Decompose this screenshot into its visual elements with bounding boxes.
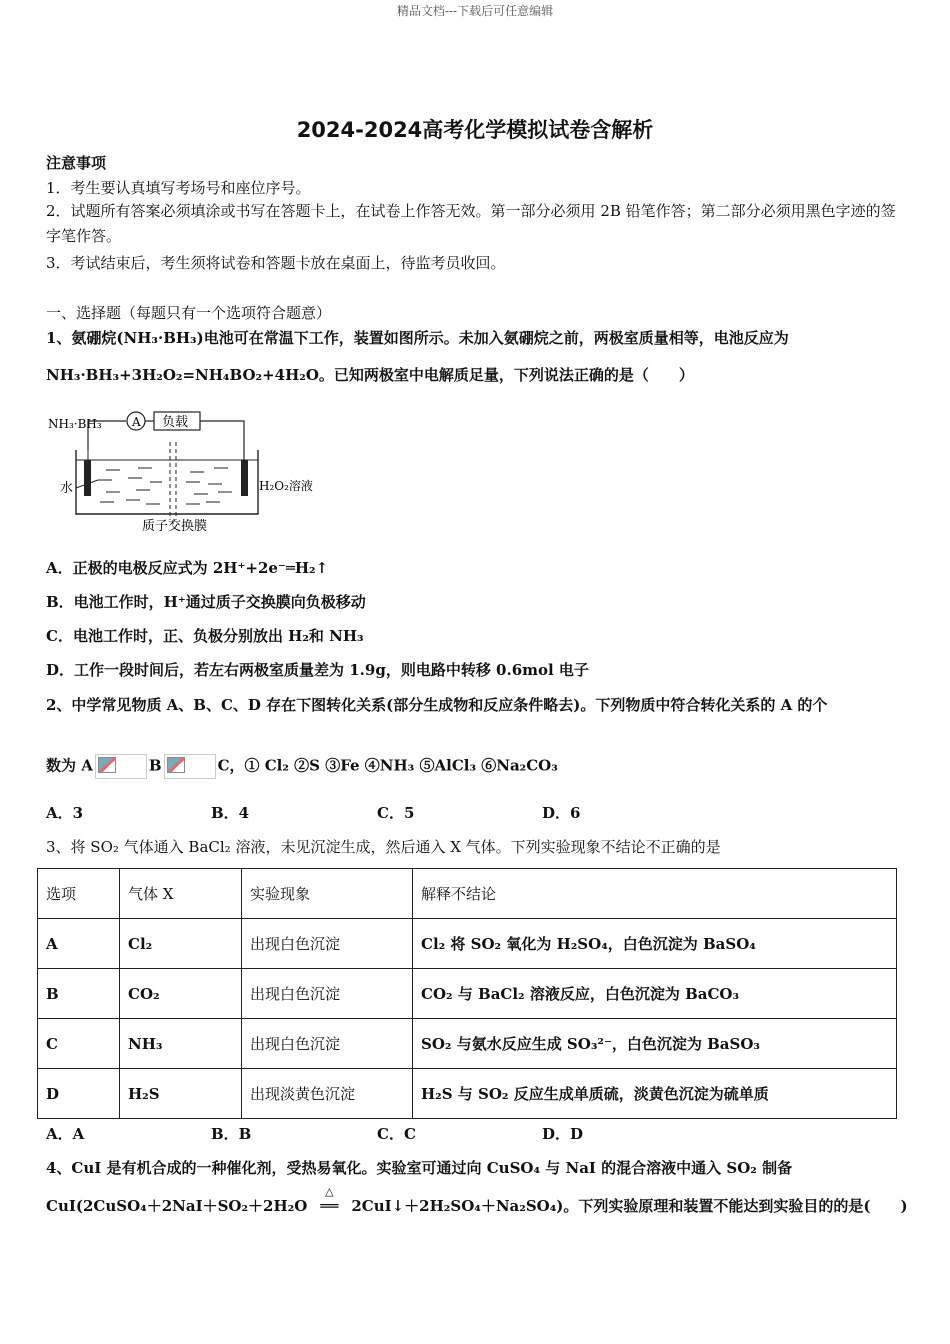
page-header: 精品文档---下载后可任意编辑 (396, 4, 554, 18)
q2-label-a: 数为 A (46, 756, 93, 775)
label-water: 水 (60, 481, 74, 496)
q2-line2 (46, 754, 558, 779)
q4-stem-line2 (46, 1185, 908, 1216)
table-cell: B (38, 969, 120, 1019)
table-cell: D (38, 1069, 120, 1119)
q3-choice-b: B．B (211, 1125, 252, 1143)
q1-stem-line1: 1、氨硼烷(NH₃·BH₃)电池可在常温下工作，装置如图所示。未加入氨硼烷之前，两极室质量相等，电池反应为 (46, 329, 789, 347)
table-cell: 出现淡黄色沉淀 (242, 1069, 413, 1119)
table-cell: A (38, 919, 120, 969)
q2-choice-d: D．6 (542, 804, 581, 822)
q3-choice-d: D．D (542, 1125, 584, 1143)
q1-stem-line2: NH₃·BH₃+3H₂O₂=NH₄BO₂+4H₂O。已知两极室中电解质足量，下列说法正确的是（ ） (46, 366, 694, 384)
q4-equation-right: 2CuI↓＋2H₂SO₄＋Na₂SO₄)。下列实验原理和装置不能达到实验目的的是( ) (351, 1197, 908, 1215)
q1-option-d: D．工作一段时间后，若左右两极室质量差为 1.9g，则电路中转移 0.6mol 电子 (46, 661, 589, 679)
table-cell: SO₂ 与氨水反应生成 SO₃²⁻，白色沉淀为 BaSO₃ (413, 1019, 897, 1069)
table-header-cell: 实验现象 (242, 869, 413, 919)
q2-label-b: B (148, 756, 162, 775)
table-cell: 出现白色沉淀 (242, 1019, 413, 1069)
table-cell: NH₃ (120, 1019, 242, 1069)
q3-table (37, 868, 897, 1119)
heat-arrow: △ ══ (307, 1197, 351, 1215)
table-cell: 出现白色沉淀 (242, 919, 413, 969)
q1-option-a: A．正极的电极反应式为 2H⁺+2e⁻═H₂↑ (46, 559, 329, 577)
table-header-cell: 选项 (38, 869, 120, 919)
notice-item-1: 1．考生要认真填写考场号和座位序号。 (46, 179, 311, 197)
ammeter-label: A (132, 415, 141, 429)
section-heading: 一、选择题（每题只有一个选项符合题意） (46, 304, 332, 322)
broken-image-icon (95, 754, 147, 779)
table-cell: Cl₂ (120, 919, 242, 969)
q4-equation-left: CuI(2CuSO₄＋2NaI＋SO₂＋2H₂O (46, 1197, 308, 1215)
table-header-row (38, 869, 897, 919)
notice-item-3: 3．考试结束后，考生须将试卷和答题卡放在桌面上，待监考员收回。 (46, 254, 506, 272)
q2-substances: C，① Cl₂ ②S ③Fe ④NH₃ ⑤AlCl₃ ⑥Na₂CO₃ (217, 756, 558, 775)
q3-choice-a: A．A (46, 1125, 85, 1143)
table-header-cell: 解释不结论 (413, 869, 897, 919)
label-h2o2: H₂O₂溶液 (259, 479, 313, 493)
q3-stem: 3、将 SO₂ 气体通入 BaCl₂ 溶液，未见沉淀生成，然后通入 X 气体。下列实验现象不结论不正确的是 (46, 838, 721, 856)
table-header-cell: 气体 X (120, 869, 242, 919)
label-nh3bh3: NH₃·BH₃ (48, 417, 102, 431)
q2-choice-b: B．4 (211, 804, 250, 822)
notice-item-2: 2．试题所有答案必须填涂或书写在答题卡上，在试卷上作答无效。第一部分必须用 2B 铅笔作答；第二部分必须用黑色字迹的签字笔作答。 (46, 202, 896, 245)
load-label: 负载 (162, 415, 189, 430)
page-title: 2024-2024高考化学模拟试卷含解析 (296, 118, 654, 142)
table-cell: C (38, 1019, 120, 1069)
q1-option-b: B．电池工作时，H⁺通过质子交换膜向负极移动 (46, 593, 366, 611)
q2-stem: 2、中学常见物质 A、B、C、D 存在下图转化关系(部分生成物和反应条件略去)。下列物质中符合转化关系的 A 的个 (46, 696, 828, 714)
q2-choice-c: C．5 (377, 804, 415, 822)
table-cell: H₂S 与 SO₂ 反应生成单质硫，淡黄色沉淀为硫单质 (413, 1069, 897, 1119)
table-cell: H₂S (120, 1069, 242, 1119)
q4-stem-line1: 4、CuI 是有机合成的一种催化剂，受热易氧化。实验室可通过向 CuSO₄ 与 NaI 的混合溶液中通入 SO₂ 制备 (46, 1159, 793, 1177)
heat-symbol: △ (325, 1185, 334, 1198)
q1-option-c: C．电池工作时，正、负极分别放出 H₂和 NH₃ (46, 627, 364, 645)
table-row (38, 919, 897, 969)
table-row (38, 1019, 897, 1069)
table-cell: Cl₂ 将 SO₂ 氧化为 H₂SO₄，白色沉淀为 BaSO₄ (413, 919, 897, 969)
battery-diagram (46, 402, 336, 542)
table-row (38, 969, 897, 1019)
q3-choice-c: C．C (377, 1125, 416, 1143)
broken-image-icon (164, 754, 216, 779)
label-membrane: 质子交换膜 (142, 519, 208, 534)
notice-heading: 注意事项 (46, 154, 107, 172)
table-row (38, 1069, 897, 1119)
table-cell: CO₂ 与 BaCl₂ 溶液反应，白色沉淀为 BaCO₃ (413, 969, 897, 1019)
q2-choice-a: A．3 (46, 804, 84, 822)
table-cell: 出现白色沉淀 (242, 969, 413, 1019)
table-cell: CO₂ (120, 969, 242, 1019)
